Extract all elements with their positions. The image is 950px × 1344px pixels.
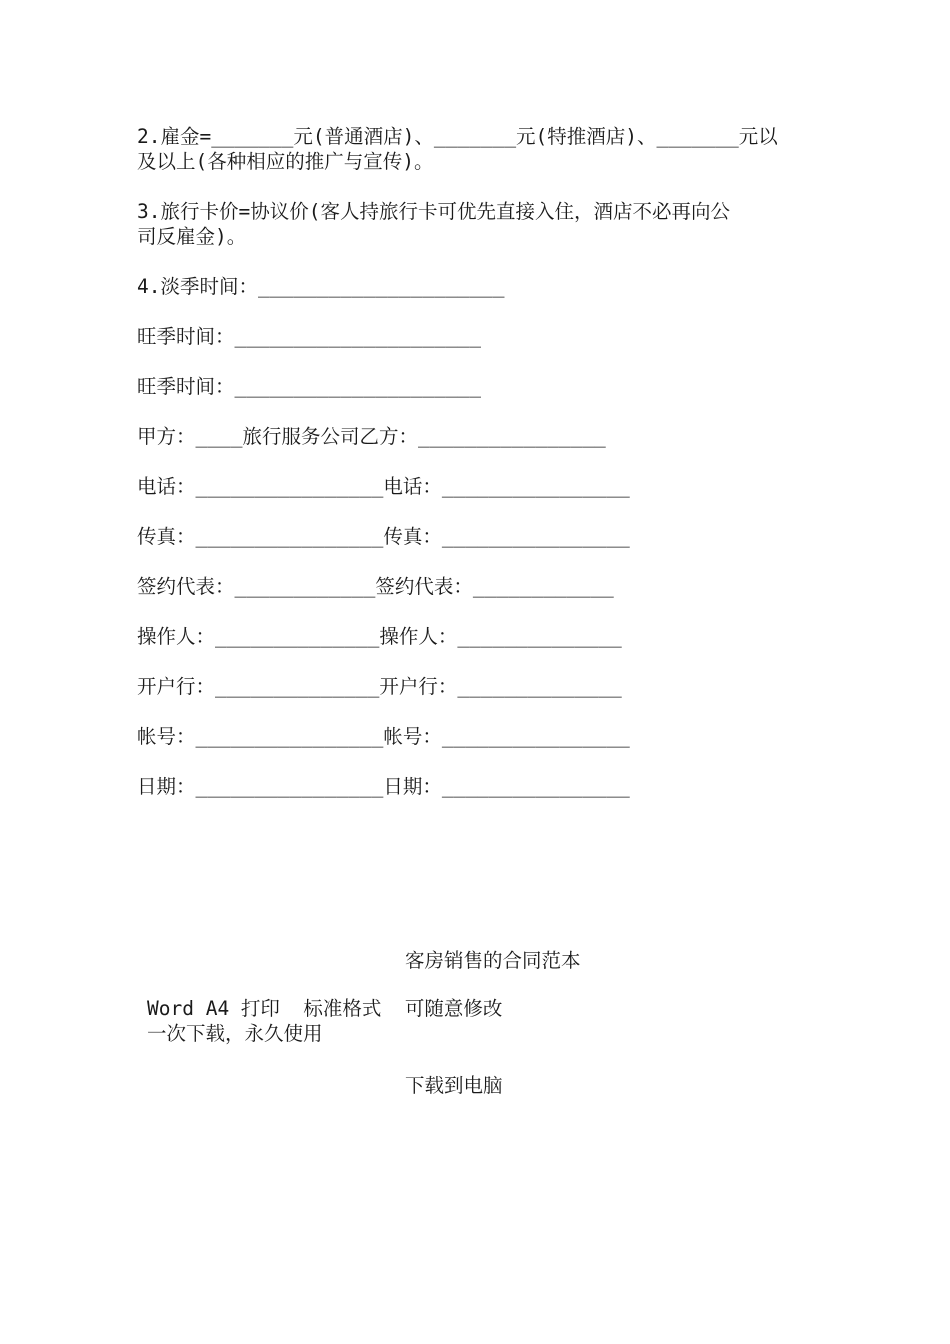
account-row: 帐号：________________帐号：________________ [137,725,630,748]
operator-row: 操作人：______________操作人：______________ [137,625,622,648]
phone-row: 电话：________________电话：________________ [137,475,630,498]
document-title: 客房销售的合同范本 [405,949,581,972]
peak-season-field-1: 旺季时间：_____________________ [137,325,482,348]
off-season-field: 4.淡季时间：_____________________ [137,275,505,298]
representative-row: 签约代表：____________签约代表：____________ [137,575,614,598]
clause-2-line-1: 2.雇金=_______元(普通酒店)、_______元(特推酒店)、_______元以 [137,125,778,148]
clause-3-line-2: 司反雇金)。 [137,225,247,248]
download-link[interactable]: 下载到电脑 [405,1074,503,1097]
clause-3-line-1: 3.旅行卡价=协议价(客人持旅行卡可优先直接入住，酒店不必再向公 [137,200,730,223]
peak-season-field-2: 旺季时间：_____________________ [137,375,482,398]
fax-row: 传真：________________传真：________________ [137,525,630,548]
date-row: 日期：________________日期：________________ [137,775,630,798]
usage-note: 一次下载，永久使用 [147,1022,323,1045]
parties-row: 甲方：____旅行服务公司乙方：________________ [137,425,606,448]
feature-list: Word A4 打印 标准格式 可随意修改 [147,997,503,1020]
clause-2-line-2: 及以上(各种相应的推广与宣传)。 [137,150,434,173]
bank-row: 开户行：______________开户行：______________ [137,675,622,698]
